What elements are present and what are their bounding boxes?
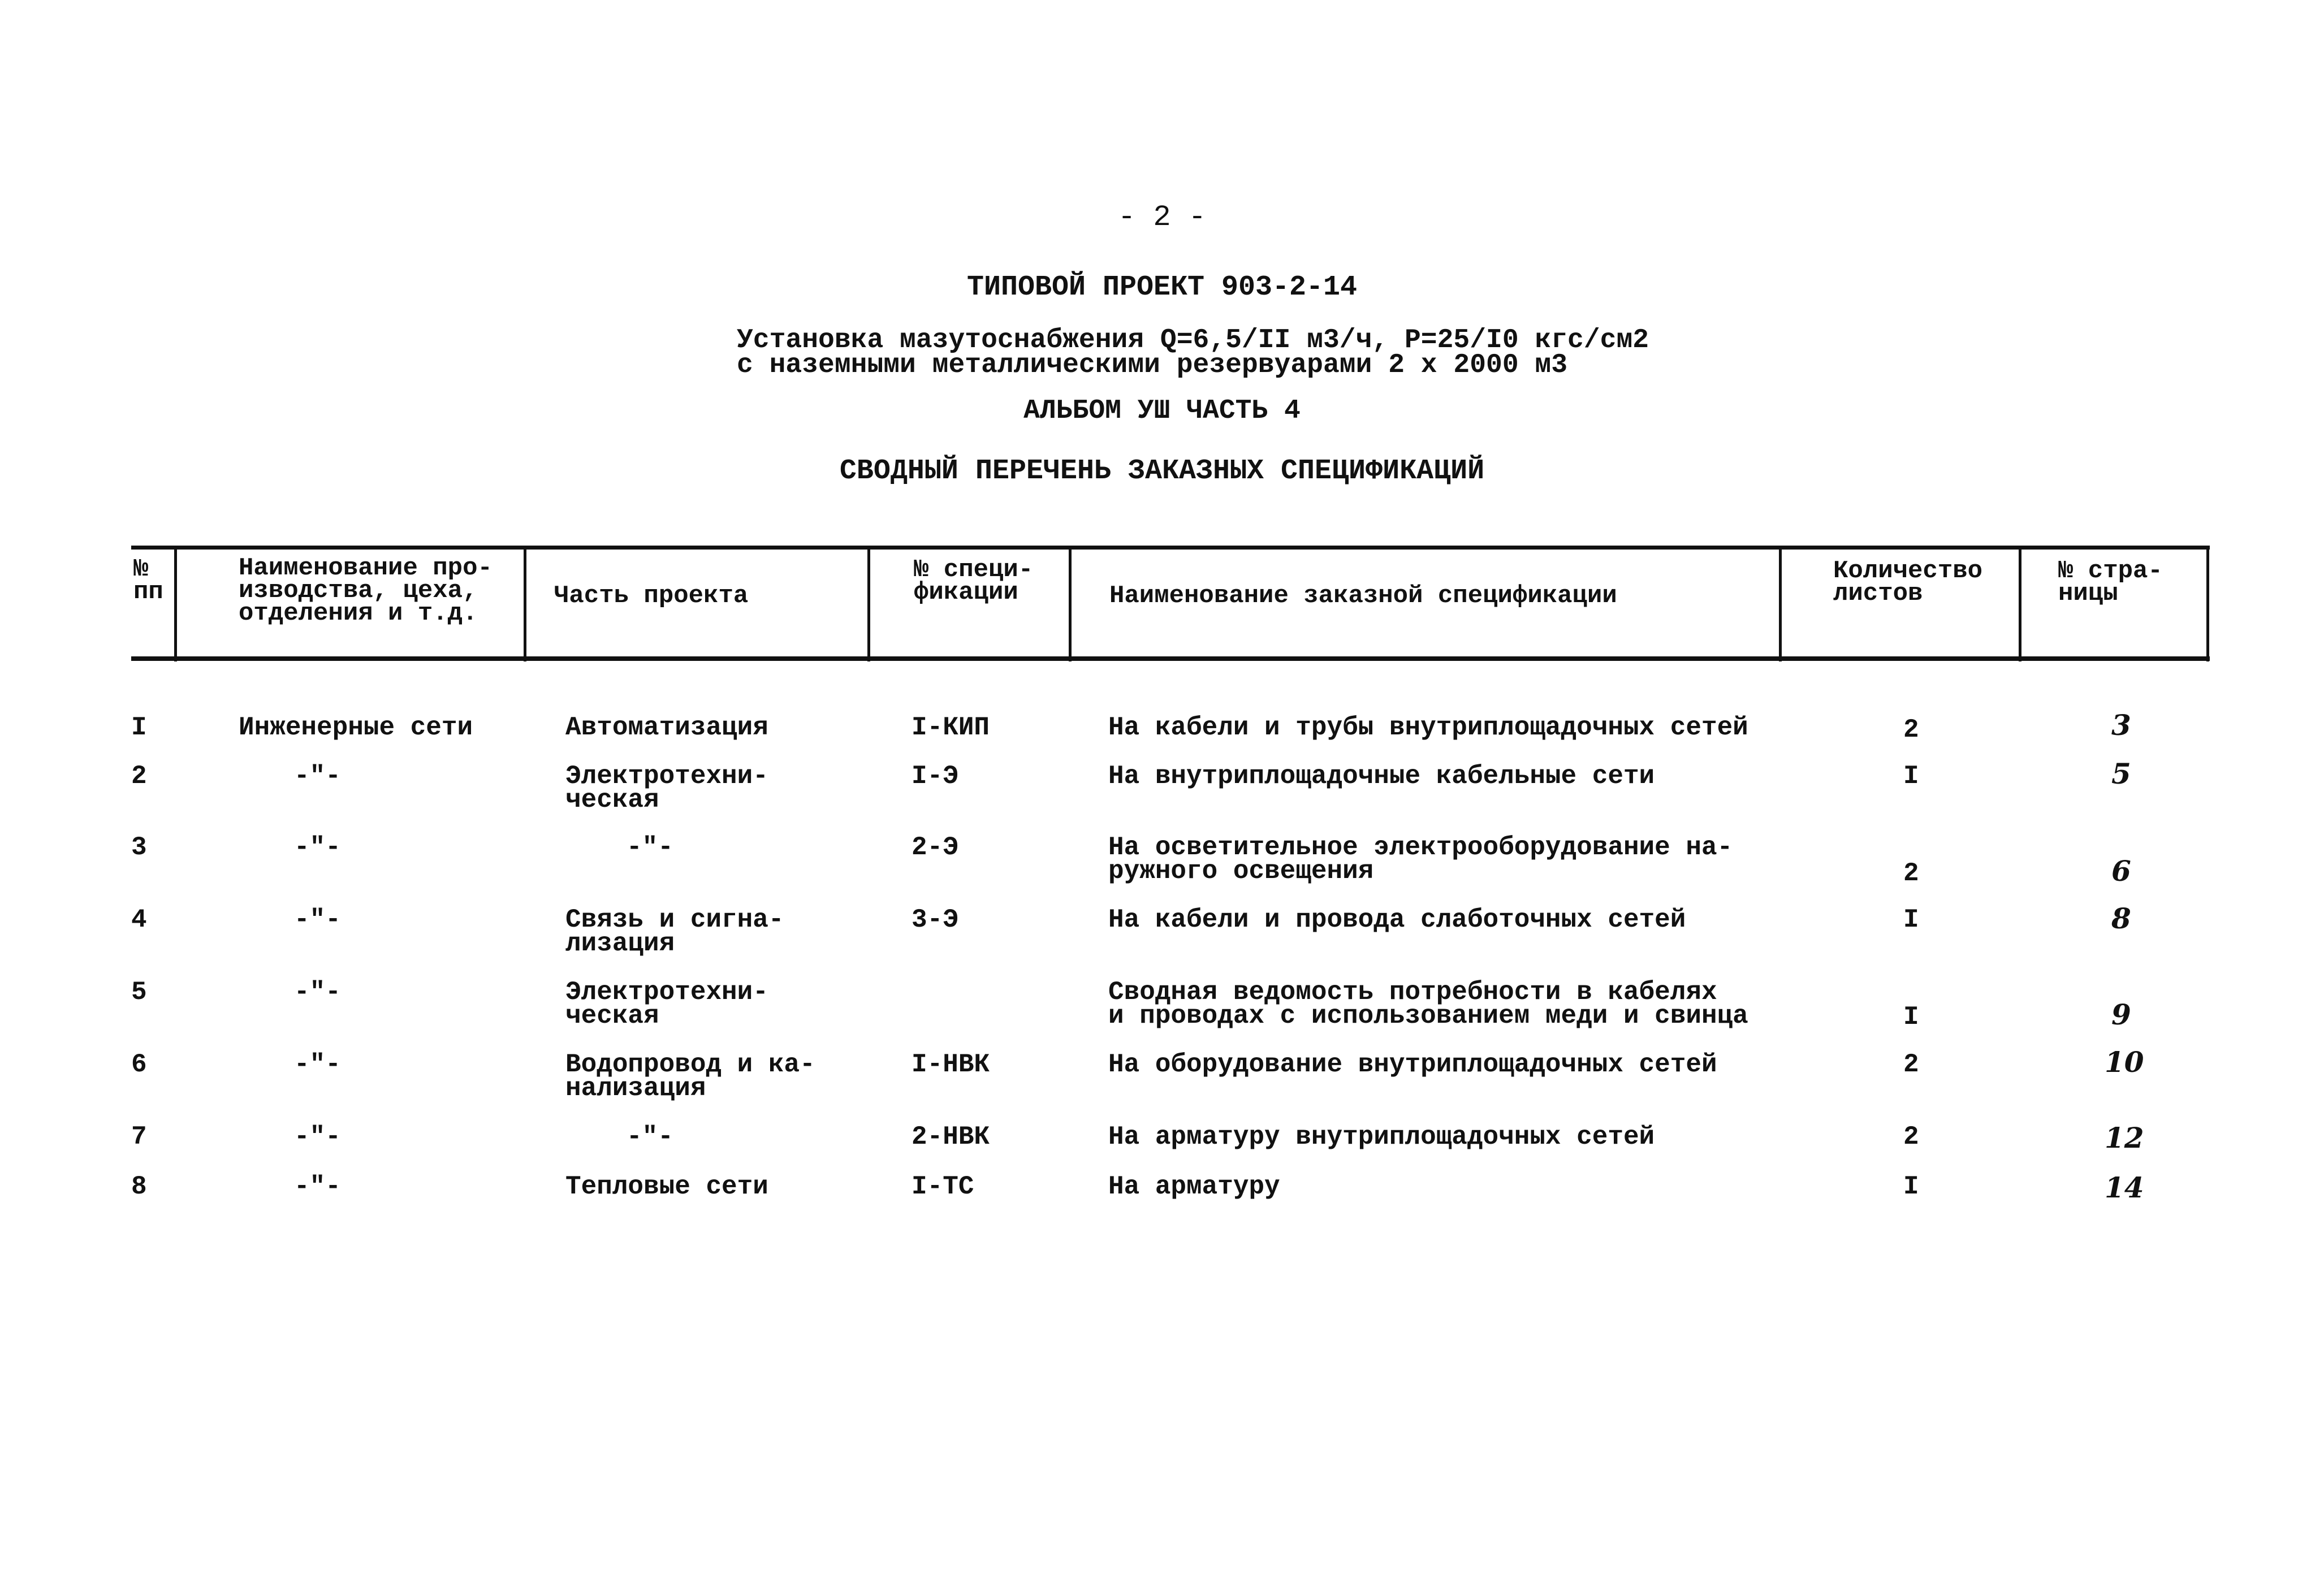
header-project-part: Часть проекта — [554, 582, 749, 610]
page-number: - 2 - — [1117, 201, 1207, 234]
row-7-production: -"- — [294, 1122, 341, 1152]
row-3-sheets: 2 — [1903, 859, 1919, 888]
header-spec-number: № специ- фикации — [914, 556, 1034, 607]
row-4-page: 8 — [2111, 902, 2131, 935]
column-divider — [2206, 546, 2209, 661]
row-3-spec-number: 2-Э — [912, 833, 958, 862]
document-title: ТИПОВОЙ ПРОЕКТ 903-2-14 — [966, 271, 1358, 304]
header-sheet-count: Количество листов — [1833, 557, 1983, 608]
row-6-spec-number: I-НВК — [912, 1050, 990, 1079]
row-4-spec-name: На кабели и провода слаботочных сетей — [1108, 905, 1686, 935]
row-7-spec-number: 2-НВК — [912, 1122, 990, 1152]
row-8-spec-number: I-ТС — [912, 1172, 974, 1201]
column-divider — [524, 546, 526, 661]
row-3-page: 6 — [2111, 854, 2131, 888]
row-6-production: -"- — [294, 1050, 341, 1079]
row-3-spec-name: На осветительное электрооборудование на- ружного освещения — [1108, 833, 1733, 886]
row-1-spec-name: На кабели и трубы внутриплощадочных сетей — [1108, 713, 1748, 742]
row-1-production: Инженерные сети — [239, 713, 473, 742]
row-7-num: 7 — [131, 1122, 147, 1152]
header-spec-name: Наименование заказной спецификации — [1109, 582, 1617, 610]
row-8-num: 8 — [131, 1172, 147, 1201]
header-num: № пп — [133, 555, 163, 606]
row-8-production: -"- — [294, 1172, 341, 1201]
row-8-sheets: I — [1903, 1172, 1919, 1201]
column-divider — [1779, 546, 1782, 661]
row-5-sheets: I — [1903, 1002, 1919, 1032]
table-top-rule — [131, 546, 2210, 550]
table-header-bottom-rule — [131, 656, 2210, 661]
row-2-production: -"- — [294, 762, 341, 791]
subtitle-line: с наземными металлическими резервуарами 2 х 2000 м3 — [737, 350, 1568, 380]
row-1-spec-number: I-КИП — [912, 713, 990, 742]
row-4-spec-number: 3-Э — [912, 905, 958, 935]
row-5-production: -"- — [294, 978, 341, 1007]
row-4-num: 4 — [131, 905, 147, 935]
row-6-num: 6 — [131, 1050, 147, 1079]
row-5-spec-name: Сводная ведомость потребности в кабелях и проводах с использованием меди и свинца — [1108, 978, 1748, 1031]
row-7-part: -"- — [627, 1122, 673, 1152]
row-2-page: 5 — [2111, 757, 2131, 790]
row-1-sheets: 2 — [1903, 715, 1919, 745]
column-divider — [867, 546, 870, 661]
row-5-num: 5 — [131, 978, 147, 1007]
row-8-page: 14 — [2105, 1171, 2144, 1204]
row-7-sheets: 2 — [1903, 1122, 1919, 1152]
column-divider — [174, 546, 177, 661]
row-2-spec-number: I-Э — [912, 762, 958, 791]
row-2-num: 2 — [131, 762, 147, 791]
row-8-spec-name: На арматуру — [1108, 1172, 1280, 1201]
row-2-spec-name: На внутриплощадочные кабельные сети — [1108, 762, 1655, 791]
header-production: Наименование про- изводства, цеха, отделения и т.д. — [239, 554, 493, 628]
row-7-spec-name: На арматуру внутриплощадочных сетей — [1108, 1122, 1655, 1152]
row-1-part: Автоматизация — [565, 713, 768, 742]
album-label: АЛЬБОМ УШ ЧАСТЬ 4 — [1023, 396, 1301, 426]
document-subtitle — [737, 325, 1649, 380]
row-7-page: 12 — [2105, 1121, 2144, 1154]
header-page: № стра- ницы — [2058, 557, 2163, 608]
row-3-production: -"- — [294, 833, 341, 862]
row-6-sheets: 2 — [1903, 1050, 1919, 1079]
column-divider — [1069, 546, 1072, 661]
row-2-sheets: I — [1903, 762, 1919, 791]
row-3-part: -"- — [627, 833, 673, 862]
row-5-part: Электротехни- ческая — [565, 978, 768, 1031]
row-6-part: Водопровод и ка- нализация — [565, 1050, 815, 1103]
row-3-num: 3 — [131, 833, 147, 862]
column-divider — [2019, 546, 2021, 661]
row-4-production: -"- — [294, 905, 341, 935]
subtitle-line: Установка мазутоснабжения Q=6,5/II м3/ч, P=25/I0 кгс/см2 — [737, 325, 1649, 356]
row-5-page: 9 — [2111, 998, 2131, 1031]
row-2-part: Электротехни- ческая — [565, 762, 768, 815]
row-6-page: 10 — [2105, 1045, 2144, 1079]
row-4-sheets: I — [1903, 905, 1919, 935]
row-8-part: Тепловые сети — [565, 1172, 768, 1201]
row-6-spec-name: На оборудование внутриплощадочных сетей — [1108, 1050, 1717, 1079]
row-1-num: I — [131, 713, 147, 742]
list-heading: СВОДНЫЙ ПЕРЕЧЕНЬ ЗАКАЗНЫХ СПЕЦИФИКАЦИЙ — [839, 455, 1485, 487]
row-1-page: 3 — [2111, 708, 2131, 742]
row-4-part: Связь и сигна- лизация — [565, 905, 784, 958]
